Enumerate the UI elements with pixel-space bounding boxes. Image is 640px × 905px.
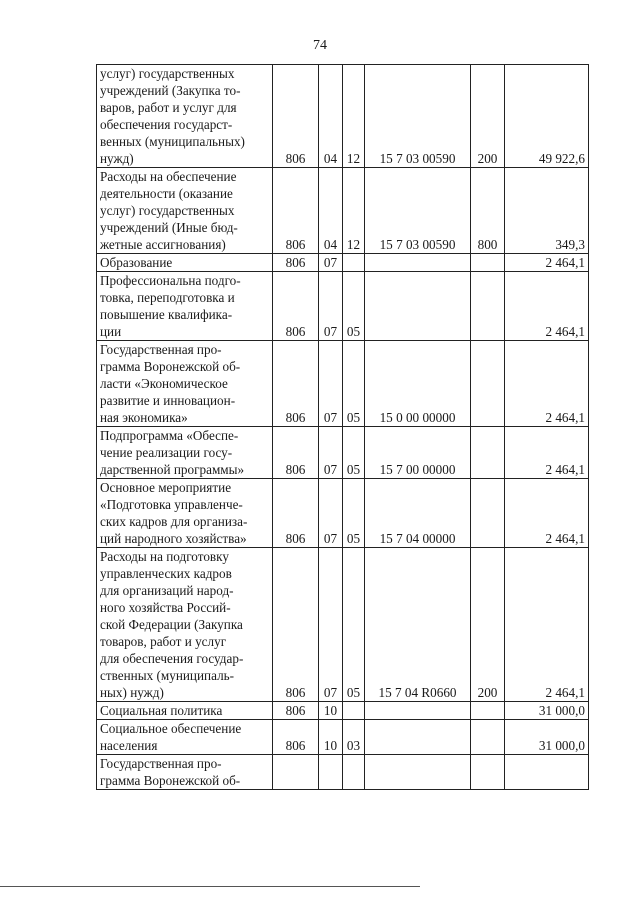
target-article-cell — [365, 755, 471, 790]
amount-cell: 2 464,1 — [505, 341, 589, 427]
pr-code-cell — [343, 702, 365, 720]
pr-code-cell: 12 — [343, 168, 365, 254]
item-name-cell: Профессиональна подго- товка, переподготовка и повышение квалифика- ции — [97, 272, 273, 341]
item-name-cell: Расходы на подготовку управленческих кадров для организаций народ- ного хозяйства Россий- ской Федерации (Закупка товаров, работ и услуг для обеспечения государ- ственных (муниципаль- ных) нужд) — [97, 548, 273, 702]
expense-type-cell — [471, 720, 505, 755]
rz-code-cell: 07 — [319, 427, 343, 479]
target-article-cell: 15 7 00 00000 — [365, 427, 471, 479]
expense-type-cell — [471, 341, 505, 427]
target-article-cell: 15 7 04 00000 — [365, 479, 471, 548]
gr-code-cell: 806 — [273, 548, 319, 702]
amount-cell: 31 000,0 — [505, 702, 589, 720]
gr-code-cell — [273, 755, 319, 790]
target-article-cell — [365, 254, 471, 272]
rz-code-cell: 10 — [319, 720, 343, 755]
pr-code-cell — [343, 254, 365, 272]
expense-type-cell: 200 — [471, 548, 505, 702]
item-name-cell: Государственная про- грамма Воронежской об- — [97, 755, 273, 790]
pr-code-cell: 03 — [343, 720, 365, 755]
gr-code-cell: 806 — [273, 702, 319, 720]
expense-type-cell — [471, 272, 505, 341]
table-row — [97, 702, 589, 720]
target-article-cell: 15 0 00 00000 — [365, 341, 471, 427]
amount-cell: 2 464,1 — [505, 427, 589, 479]
item-name-cell: Основное мероприятие «Подготовка управленче- ских кадров для организа- ций народного хозяйства» — [97, 479, 273, 548]
expense-type-cell: 200 — [471, 65, 505, 168]
rz-code-cell: 10 — [319, 702, 343, 720]
expense-type-cell — [471, 254, 505, 272]
item-name-cell: Социальное обеспечение населения — [97, 720, 273, 755]
rz-code-cell — [319, 755, 343, 790]
amount-cell — [505, 755, 589, 790]
target-article-cell: 15 7 03 00590 — [365, 168, 471, 254]
table-row — [97, 272, 589, 341]
table-row — [97, 65, 589, 168]
target-article-cell — [365, 720, 471, 755]
item-name-cell: Государственная про- грамма Воронежской об- ласти «Экономическое развитие и инновацион- ная экономика» — [97, 341, 273, 427]
table-row — [97, 254, 589, 272]
target-article-cell: 15 7 04 R0660 — [365, 548, 471, 702]
gr-code-cell: 806 — [273, 272, 319, 341]
target-article-cell — [365, 272, 471, 341]
item-name-cell: Подпрограмма «Обеспе- чение реализации госу- дарственной программы» — [97, 427, 273, 479]
table-row — [97, 479, 589, 548]
amount-cell: 2 464,1 — [505, 548, 589, 702]
page-number: 74 — [313, 38, 327, 53]
table-row — [97, 427, 589, 479]
target-article-cell — [365, 702, 471, 720]
rz-code-cell: 07 — [319, 548, 343, 702]
table-row — [97, 755, 589, 790]
gr-code-cell: 806 — [273, 341, 319, 427]
pr-code-cell: 12 — [343, 65, 365, 168]
table-row — [97, 341, 589, 427]
gr-code-cell: 806 — [273, 720, 319, 755]
expense-type-cell — [471, 479, 505, 548]
pr-code-cell: 05 — [343, 427, 365, 479]
footer-rule — [0, 886, 420, 887]
pr-code-cell: 05 — [343, 479, 365, 548]
pr-code-cell: 05 — [343, 341, 365, 427]
amount-cell: 349,3 — [505, 168, 589, 254]
expense-type-cell — [471, 427, 505, 479]
pr-code-cell — [343, 755, 365, 790]
gr-code-cell: 806 — [273, 65, 319, 168]
rz-code-cell: 04 — [319, 65, 343, 168]
amount-cell: 2 464,1 — [505, 272, 589, 341]
table-row — [97, 548, 589, 702]
rz-code-cell: 07 — [319, 272, 343, 341]
pr-code-cell: 05 — [343, 548, 365, 702]
gr-code-cell: 806 — [273, 254, 319, 272]
expense-type-cell — [471, 755, 505, 790]
gr-code-cell: 806 — [273, 427, 319, 479]
gr-code-cell: 806 — [273, 168, 319, 254]
amount-cell: 2 464,1 — [505, 254, 589, 272]
pr-code-cell: 05 — [343, 272, 365, 341]
item-name-cell: Образование — [97, 254, 273, 272]
amount-cell: 2 464,1 — [505, 479, 589, 548]
rz-code-cell: 07 — [319, 341, 343, 427]
gr-code-cell: 806 — [273, 479, 319, 548]
item-name-cell: Расходы на обеспечение деятельности (оказание услуг) государственных учреждений (Иные бюд- жетные ассигнования) — [97, 168, 273, 254]
target-article-cell: 15 7 03 00590 — [365, 65, 471, 168]
rz-code-cell: 07 — [319, 254, 343, 272]
item-name-cell: Социальная политика — [97, 702, 273, 720]
expense-type-cell — [471, 702, 505, 720]
expense-type-cell: 800 — [471, 168, 505, 254]
budget-table — [96, 64, 589, 790]
table-row — [97, 168, 589, 254]
amount-cell: 49 922,6 — [505, 65, 589, 168]
rz-code-cell: 04 — [319, 168, 343, 254]
amount-cell: 31 000,0 — [505, 720, 589, 755]
rz-code-cell: 07 — [319, 479, 343, 548]
table-row — [97, 720, 589, 755]
item-name-cell: услуг) государственных учреждений (Закупка то- варов, работ и услуг для обеспечения государст- венных (муниципальных) нужд) — [97, 65, 273, 168]
